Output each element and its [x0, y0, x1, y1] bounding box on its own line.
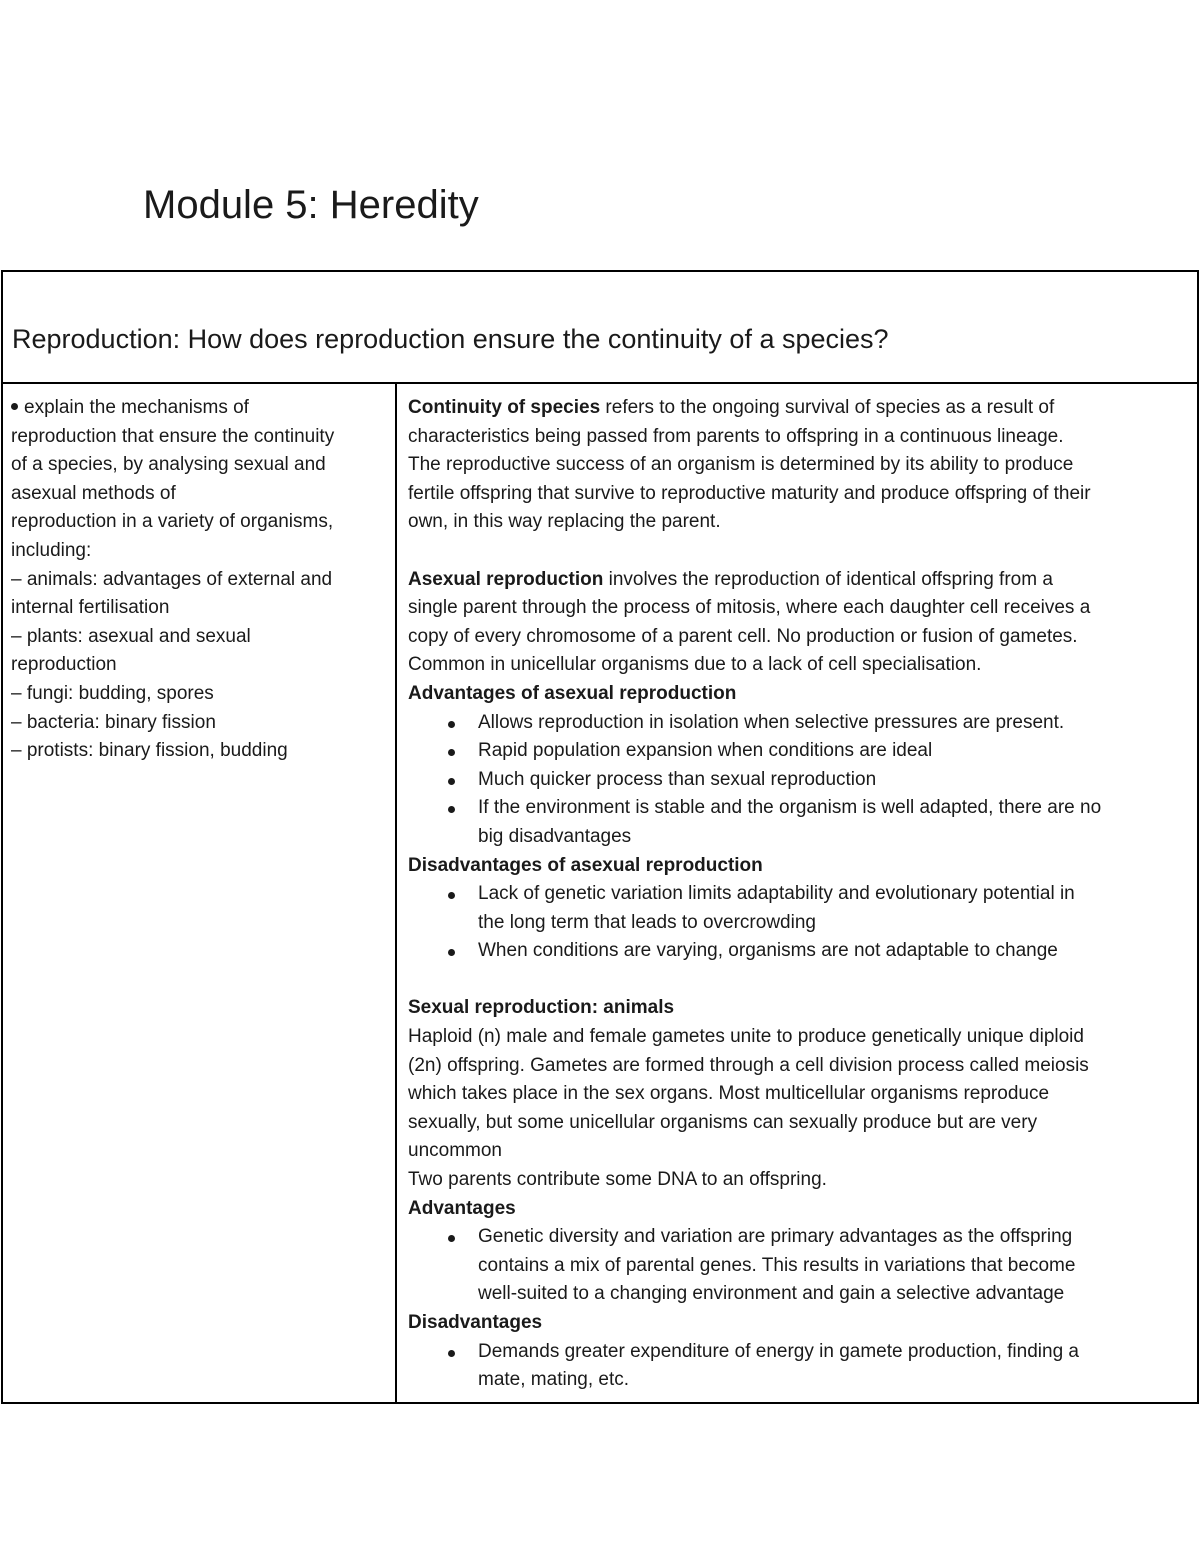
notes-line: copy of every chromosome of a parent cell. No production or fusion of gametes.: [408, 625, 1078, 647]
spacer: [408, 966, 1191, 995]
list-item: When conditions are varying, organisms are not adaptable to change: [408, 937, 1191, 966]
syllabus-line: reproduction: [11, 654, 117, 676]
notes-line: The reproductive success of an organism is determined by its ability to produce: [408, 454, 1074, 476]
sexual-disadvantages-list: [408, 1338, 1191, 1395]
sexual-advantages-heading: Advantages: [408, 1197, 516, 1219]
asexual-disadvantages-list: [408, 880, 1191, 966]
table-header-question: Reproduction: How does reproduction ensure the continuity of a species?: [12, 324, 889, 354]
syllabus-line: – animals: advantages of external and: [11, 568, 333, 590]
list-item: Allows reproduction in isolation when selective pressures are present.: [408, 709, 1191, 738]
syllabus-line: – fungi: budding, spores: [11, 682, 214, 704]
notes-line: own, in this way replacing the parent.: [408, 511, 721, 533]
list-item: Genetic diversity and variation are primary advantages as the offspring contains a mix of parental genes. This results in variations that become well-suited to a changing environment and gain a selective advantage: [408, 1223, 1191, 1309]
notes-line: Haploid (n) male and female gametes unite to produce genetically unique diploid: [408, 1026, 1084, 1048]
notes-line: uncommon: [408, 1140, 502, 1162]
notes-line: Two parents contribute some DNA to an offspring.: [408, 1169, 827, 1191]
syllabus-line: including:: [11, 539, 92, 561]
table-header: [3, 272, 1197, 384]
syllabus-outcome-cell: [3, 384, 397, 1402]
syllabus-line: – bacteria: binary fission: [11, 711, 216, 733]
asexual-term: Asexual reproduction: [408, 568, 604, 590]
sexual-advantages-list: [408, 1223, 1191, 1309]
notes-line: single parent through the process of mitosis, where each daughter cell receives a: [408, 597, 1091, 619]
syllabus-line: asexual methods of: [11, 482, 176, 504]
content-table: [1, 270, 1199, 1404]
syllabus-line: – protists: binary fission, budding: [11, 740, 288, 762]
syllabus-line: explain the mechanisms of: [11, 394, 387, 423]
continuity-term: Continuity of species: [408, 397, 601, 418]
notes-line: (2n) offspring. Gametes are formed through a cell division process called meiosis: [408, 1054, 1089, 1076]
asexual-section: [408, 566, 1191, 966]
list-item: Rapid population expansion when conditions are ideal: [408, 737, 1191, 766]
sexual-section: [408, 994, 1191, 1394]
asexual-advantages-heading: Advantages of asexual reproduction: [408, 682, 737, 704]
notes-line: characteristics being passed from parents to offspring in a continuous lineage.: [408, 425, 1064, 447]
syllabus-line: – plants: asexual and sexual: [11, 625, 251, 647]
list-item: Lack of genetic variation limits adaptability and evolutionary potential in the long term that leads to overcrowding: [408, 880, 1191, 937]
syllabus-line: reproduction that ensure the continuity: [11, 425, 335, 447]
list-item: Demands greater expenditure of energy in gamete production, finding a mate, mating, etc.: [408, 1338, 1191, 1395]
notes-line: sexually, but some unicellular organisms can sexually produce but are very: [408, 1111, 1038, 1133]
sexual-heading: Sexual reproduction: animals: [408, 997, 675, 1019]
list-item: Much quicker process than sexual reproduction: [408, 766, 1191, 795]
asexual-advantages-list: [408, 709, 1191, 852]
list-item: If the environment is stable and the organism is well adapted, there are no big disadvantages: [408, 794, 1191, 851]
notes-line: Continuity of species refers to the ongoing survival of species as a result of: [408, 397, 1055, 418]
bullet-icon: [11, 403, 18, 410]
spacer: [408, 537, 1191, 566]
notes-line: which takes place in the sex organs. Most multicellular organisms reproduce: [408, 1083, 1050, 1105]
syllabus-line: of a species, by analysing sexual and: [11, 454, 326, 476]
page-title: Module 5: Heredity: [143, 183, 479, 227]
notes-line: Asexual reproduction involves the reproduction of identical offspring from a: [408, 568, 1053, 590]
asexual-disadvantages-heading: Disadvantages of asexual reproduction: [408, 854, 763, 876]
notes-line: Common in unicellular organisms due to a lack of cell specialisation.: [408, 654, 982, 676]
syllabus-line: internal fertilisation: [11, 597, 170, 619]
continuity-section: [408, 394, 1191, 537]
sexual-disadvantages-heading: Disadvantages: [408, 1312, 543, 1333]
syllabus-line: reproduction in a variety of organisms,: [11, 511, 334, 533]
notes-cell: [397, 384, 1197, 1402]
notes-line: fertile offspring that survive to reproductive maturity and produce offspring of their: [408, 482, 1091, 504]
